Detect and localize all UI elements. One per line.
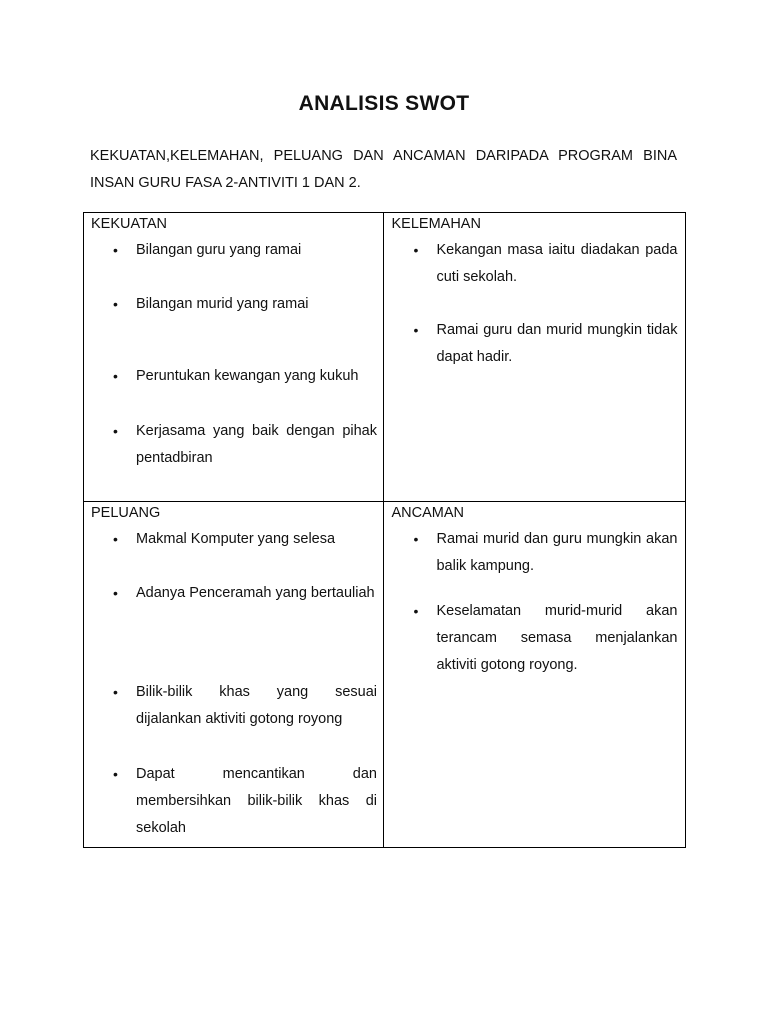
kekuatan-item: Peruntukan kewangan yang kukuh xyxy=(136,368,359,384)
bullet-icon: • xyxy=(413,242,419,258)
bullet-icon: • xyxy=(113,766,118,782)
bullet-icon: • xyxy=(113,242,118,258)
bullet-icon: • xyxy=(113,423,118,439)
bullet-icon: • xyxy=(113,531,118,547)
kelemahan-cell xyxy=(384,213,686,502)
kelemahan-heading: KELEMAHAN xyxy=(391,216,481,232)
ancaman-cell xyxy=(384,502,686,848)
kelemahan-item: Kekangan masa iaitu diadakan pada cuti sekolah. xyxy=(436,242,678,285)
kekuatan-item: Kerjasama yang baik dengan pihak pentadbiran xyxy=(136,423,377,466)
peluang-cell xyxy=(84,502,384,848)
kekuatan-heading: KEKUATAN xyxy=(91,216,168,232)
document-title: ANALISIS SWOT xyxy=(298,92,470,115)
bullet-icon: • xyxy=(413,322,419,338)
peluang-item: Adanya Penceramah yang bertauliah xyxy=(136,585,375,601)
bullet-icon: • xyxy=(413,531,419,547)
bullet-icon: • xyxy=(113,585,118,601)
bullet-icon: • xyxy=(413,603,419,619)
swot-row-bottom xyxy=(84,502,686,848)
peluang-item: Dapat mencantikan dan membersihkan bilik-bilik khas di sekolah xyxy=(136,766,377,836)
peluang-item: Bilik-bilik khas yang sesuai dijalankan aktiviti gotong royong xyxy=(136,684,377,727)
ancaman-heading: ANCAMAN xyxy=(391,505,464,521)
peluang-heading: PELUANG xyxy=(91,505,161,521)
kekuatan-item: Bilangan murid yang ramai xyxy=(136,296,309,312)
ancaman-item: Ramai murid dan guru mungkin akan balik kampung. xyxy=(436,531,678,574)
bullet-icon: • xyxy=(113,684,118,700)
kelemahan-item: Ramai guru dan murid mungkin tidak dapat hadir. xyxy=(436,322,678,365)
intro-paragraph: KEKUATAN,KELEMAHAN, PELUANG DAN ANCAMAN DARIPADA PROGRAM BINA INSAN GURU FASA 2-ANTIVITI 1 DAN 2. xyxy=(90,148,677,191)
kekuatan-item: Bilangan guru yang ramai xyxy=(136,242,302,258)
swot-row-top xyxy=(84,213,686,502)
swot-table xyxy=(83,212,686,848)
ancaman-item: Keselamatan murid-murid akan terancam semasa menjalankan aktiviti gotong royong. xyxy=(436,603,678,673)
kekuatan-cell xyxy=(84,213,384,502)
peluang-item: Makmal Komputer yang selesa xyxy=(136,531,336,547)
bullet-icon: • xyxy=(113,296,118,312)
bullet-icon: • xyxy=(113,368,118,384)
